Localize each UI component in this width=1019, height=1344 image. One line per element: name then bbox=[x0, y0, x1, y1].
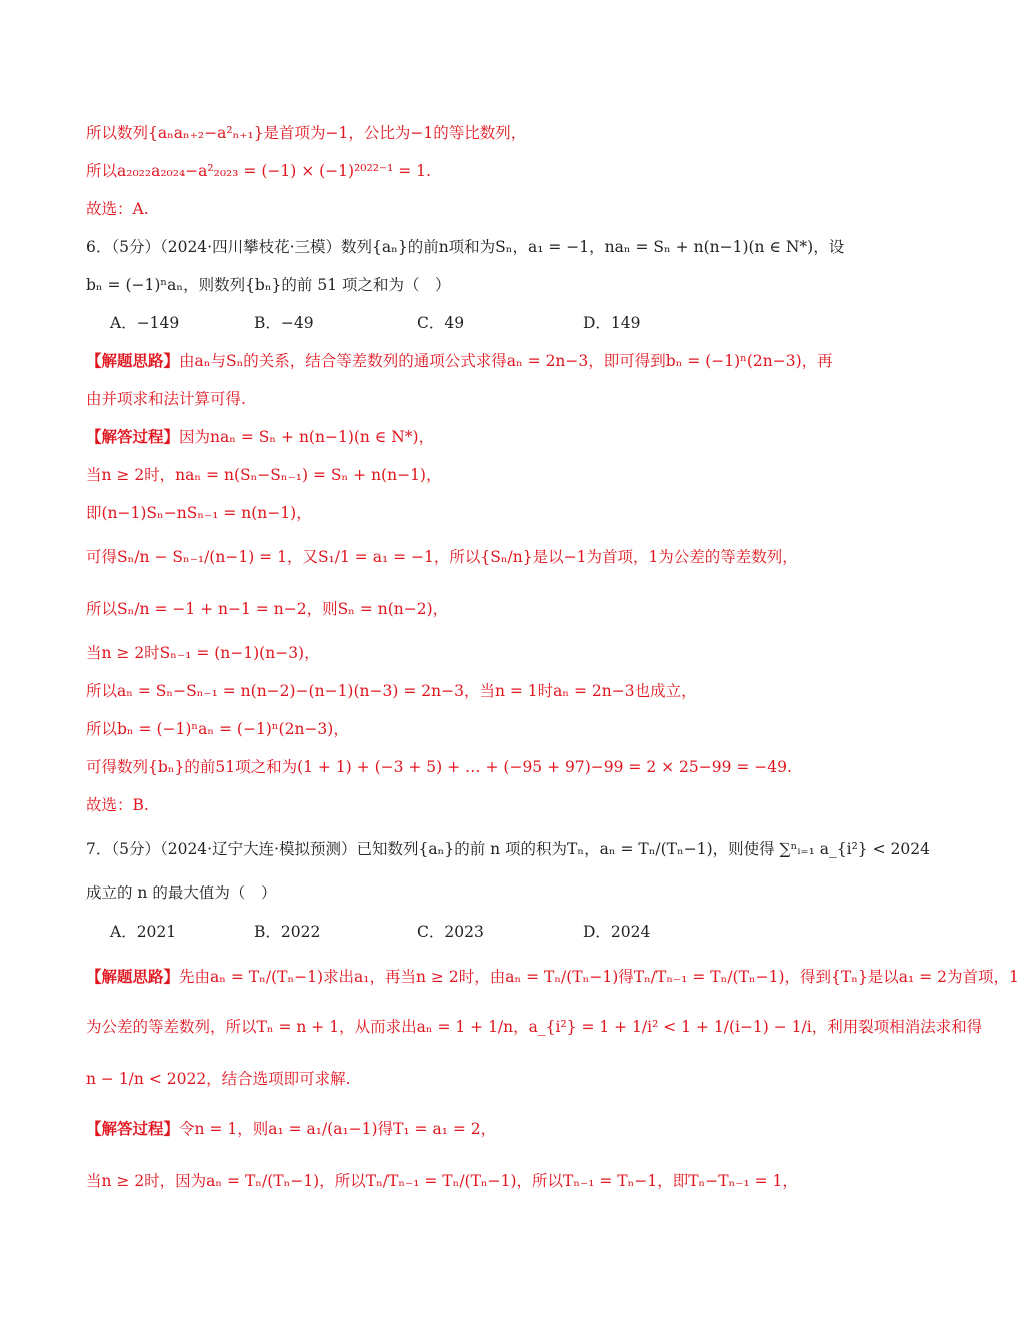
q6-idea-line-1 bbox=[86, 350, 880, 372]
q6-options bbox=[110, 312, 810, 334]
q6-process-text-1: 因为naₙ = Sₙ + n(n−1)(n ∈ N*)， bbox=[179, 428, 435, 446]
q7-option-b: B．2022 bbox=[254, 923, 321, 941]
q7-process-line-2: 当n ≥ 2时，因为aₙ = Tₙ/(Tₙ−1)，所以Tₙ/Tₙ₋₁ = Tₙ/(Tₙ−1)，所以Tₙ₋₁ = Tₙ−1，即Tₙ−Tₙ₋₁ = 1， bbox=[86, 1172, 798, 1190]
q6-process-line-7: 所以aₙ = Sₙ−Sₙ₋₁ = n(n−2)−(n−1)(n−3) = 2n−3，当n = 1时aₙ = 2n−3也成立， bbox=[86, 682, 697, 700]
q6-process-tag: 【解答过程】 bbox=[86, 427, 180, 446]
q6-process-line-8: 所以bₙ = (−1)ⁿaₙ = (−1)ⁿ(2n−3)， bbox=[86, 720, 349, 738]
q7-option-d: D．2024 bbox=[583, 923, 651, 941]
q6-stem-line-2: bₙ = (−1)ⁿaₙ，则数列{bₙ}的前 51 项之和为（ ） bbox=[86, 276, 451, 294]
q6-idea-tag: 【解题思路】 bbox=[86, 351, 180, 370]
q6-stem-line-1: 6．（5分）（2024·四川攀枝花·三模）数列{aₙ}的前n项和为Sₙ，a₁ = −1，naₙ = Sₙ + n(n−1)(n ∈ N*)，设 bbox=[86, 238, 845, 256]
prev-solution-line-1: 所以数列{aₙaₙ₊₂−a²ₙ₊₁}是首项为−1，公比为−1的等比数列， bbox=[86, 124, 527, 142]
q6-idea-text-1: 由aₙ与Sₙ的关系，结合等差数列的通项公式求得aₙ = 2n−3，即可得到bₙ = (−1)ⁿ(2n−3)，再 bbox=[179, 352, 833, 370]
q6-process-line-3: 即(n−1)Sₙ−nSₙ₋₁ = n(n−1)， bbox=[86, 504, 312, 522]
q6-option-a: A．−149 bbox=[110, 314, 180, 332]
q6-idea-line-2: 由并项求和法计算可得. bbox=[86, 390, 246, 408]
q7-option-c: C．2023 bbox=[417, 923, 484, 941]
q6-process-line-5: 所以Sₙ/n = −1 + n−1 = n−2，则Sₙ = n(n−2)， bbox=[86, 600, 449, 618]
q6-option-d: D．149 bbox=[583, 314, 641, 332]
q7-idea-text-1: 先由aₙ = Tₙ/(Tₙ−1)求出a₁，再当n ≥ 2时，由aₙ = Tₙ/(Tₙ−1)得Tₙ/Tₙ₋₁ = Tₙ/(Tₙ−1)，得到{Tₙ}是以a₁ = 2为首项，1 bbox=[179, 968, 1019, 986]
q6-process-line-4: 可得Sₙ/n − Sₙ₋₁/(n−1) = 1，又S₁/1 = a₁ = −1，所以{Sₙ/n}是以−1为首项，1为公差的等差数列， bbox=[86, 548, 798, 566]
q6-process-line-1 bbox=[86, 426, 880, 448]
q7-idea-line-2: 为公差的等差数列，所以Tₙ = n + 1，从而求出aₙ = 1 + 1/n，a_{i²} = 1 + 1/i² < 1 + 1/(i−1) − 1/i，利用裂项相消法求和得 bbox=[86, 1018, 983, 1036]
q7-option-a: A．2021 bbox=[110, 923, 177, 941]
q7-idea-tag: 【解题思路】 bbox=[86, 967, 180, 986]
q6-answer: 故选：B. bbox=[86, 796, 149, 814]
q7-process-line-1 bbox=[86, 1118, 880, 1140]
q6-option-b: B．−49 bbox=[254, 314, 314, 332]
q6-process-line-9: 可得数列{bₙ}的前51项之和为(1 + 1) + (−3 + 5) + … + (−95 + 97)−99 = 2 × 25−99 = −49. bbox=[86, 758, 792, 776]
q6-option-c: C．49 bbox=[417, 314, 465, 332]
q7-stem-line-1: 7．（5分）（2024·辽宁大连·模拟预测）已知数列{aₙ}的前 n 项的积为Tₙ，aₙ = Tₙ/(Tₙ−1)，则使得 ∑ⁿᵢ₌₁ a_{i²} < 2024 bbox=[86, 840, 930, 858]
q6-process-line-2: 当n ≥ 2时，naₙ = n(Sₙ−Sₙ₋₁) = Sₙ + n(n−1)， bbox=[86, 466, 442, 484]
prev-answer: 故选：A. bbox=[86, 200, 149, 218]
q7-process-tag: 【解答过程】 bbox=[86, 1119, 180, 1138]
q7-idea-line-3: n − 1/n < 2022，结合选项即可求解. bbox=[86, 1070, 351, 1088]
q7-stem-line-2: 成立的 n 的最大值为（ ） bbox=[86, 884, 277, 902]
prev-solution-line-2: 所以a₂₀₂₂a₂₀₂₄−a²₂₀₂₃ = (−1) × (−1)²⁰²²⁻¹ = 1. bbox=[86, 162, 431, 180]
q6-process-line-6: 当n ≥ 2时Sₙ₋₁ = (n−1)(n−3)， bbox=[86, 644, 320, 662]
q7-process-text-1: 令n = 1，则a₁ = a₁/(a₁−1)得T₁ = a₁ = 2， bbox=[179, 1120, 497, 1138]
q7-idea-line-1 bbox=[86, 966, 1019, 988]
q7-options bbox=[110, 921, 810, 943]
